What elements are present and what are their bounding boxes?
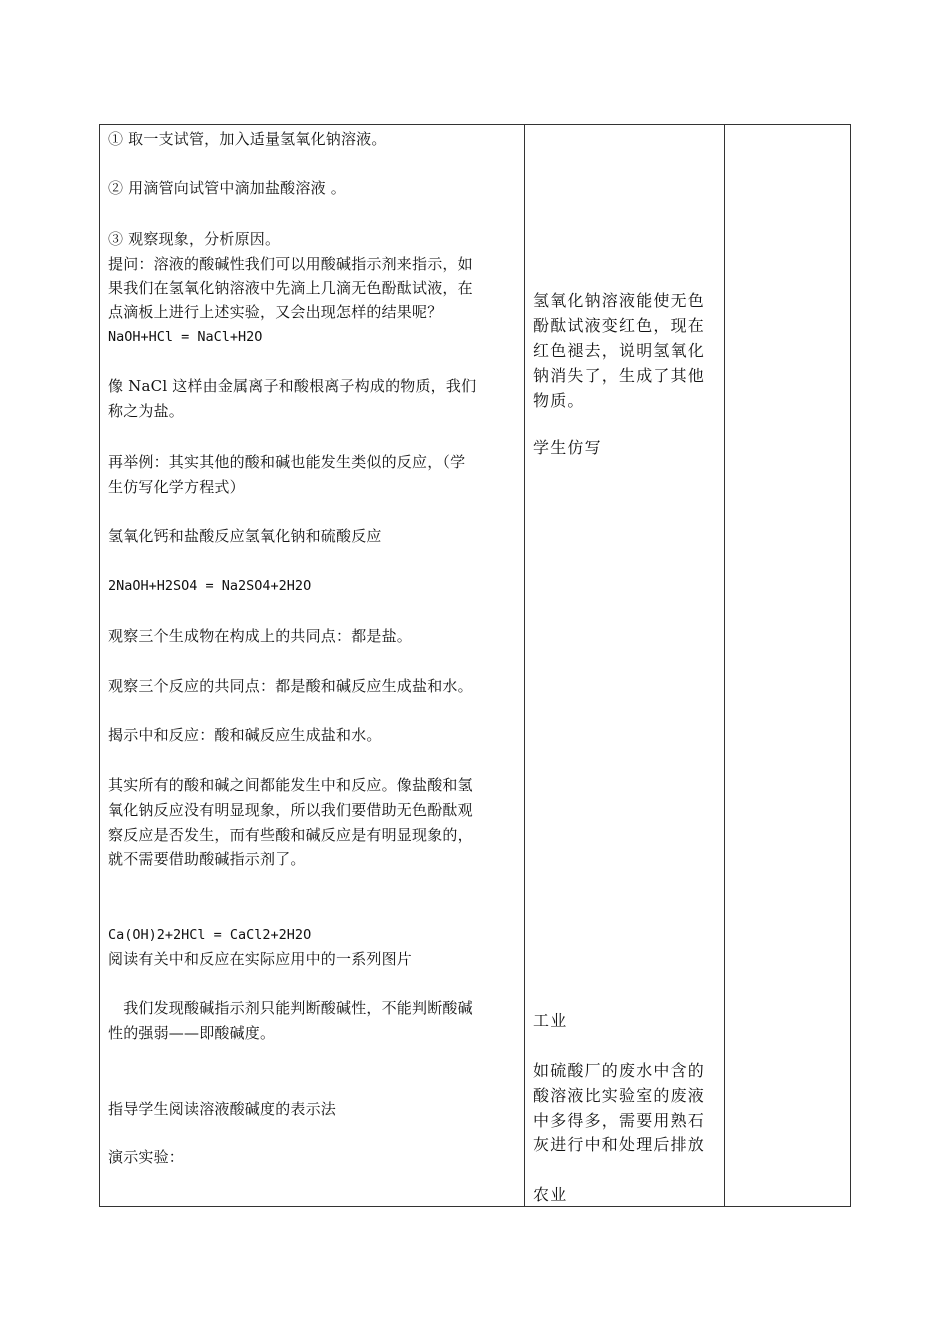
step-1: ① 取一支试管，加入适量氢氧化钠溶液。 xyxy=(108,130,387,148)
salt-definition-line: 称之为盐。 xyxy=(108,402,185,420)
equation-naoh-hcl: NaOH+HCl = NaCl+H2O xyxy=(108,329,263,345)
industry-note-line: 如硫酸厂的废水中含的 xyxy=(533,1061,706,1080)
industry-heading: 工业 xyxy=(533,1011,568,1030)
observation-products: 观察三个生成物在构成上的共同点：都是盐。 xyxy=(108,627,413,645)
naoh-note-line: 钠消失了，生成了其他 xyxy=(533,366,706,385)
observation-reactions: 观察三个反应的共同点：都是酸和碱反应生成盐和水。 xyxy=(108,677,473,695)
guide-reading: 指导学生阅读溶液酸碱度的表示法 xyxy=(108,1100,337,1118)
agriculture-heading: 农业 xyxy=(533,1185,568,1204)
neutralization-definition: 揭示中和反应：酸和碱反应生成盐和水。 xyxy=(108,726,382,744)
reactions-list: 氢氧化钙和盐酸反应氢氧化钠和硫酸反应 xyxy=(108,527,382,545)
column-divider-1 xyxy=(524,125,525,1206)
question-line: 果我们在氢氧化钠溶液中先滴上几滴无色酚酞试液，在 xyxy=(108,279,473,297)
explanation-line: 其实所有的酸和碱之间都能发生中和反应。像盐酸和氢 xyxy=(108,776,473,794)
reading-task: 阅读有关中和反应在实际应用中的一系列图片 xyxy=(108,950,413,968)
example-line: 再举例：其实其他的酸和碱也能发生类似的反应，（学 xyxy=(108,453,466,471)
naoh-note-line: 氢氧化钠溶液能使无色 xyxy=(533,291,706,310)
explanation-line: 察反应是否发生，而有些酸和碱反应是有明显现象的， xyxy=(108,826,473,844)
salt-definition-line: 像 NaCl 这样由金属离子和酸根离子构成的物质，我们 xyxy=(108,377,477,395)
explanation-line: 就不需要借助酸碱指示剂了。 xyxy=(108,850,306,868)
student-imitate: 学生仿写 xyxy=(533,438,602,457)
question-line: 提问：溶液的酸碱性我们可以用酸碱指示剂来指示，如 xyxy=(108,255,473,273)
naoh-note-line: 物质。 xyxy=(533,391,585,410)
step-2: ② 用滴管向试管中滴加盐酸溶液 。 xyxy=(108,179,346,197)
naoh-note-line: 红色褪去，说明氢氧化 xyxy=(533,341,706,360)
naoh-note-line: 酚酞试液变红色，现在 xyxy=(533,316,706,335)
step-3: ③ 观察现象，分析原因。 xyxy=(108,230,281,248)
explanation-line: 氧化钠反应没有明显现象，所以我们要借助无色酚酞观 xyxy=(108,801,473,819)
example-line: 生仿写化学方程式） xyxy=(108,478,245,496)
column-divider-2 xyxy=(724,125,725,1206)
demo-experiment: 演示实验： xyxy=(108,1148,185,1166)
indicator-note-line: 性的强弱——即酸碱度。 xyxy=(108,1024,276,1042)
industry-note-line: 灰进行中和处理后排放 xyxy=(533,1135,706,1154)
lesson-table xyxy=(99,124,851,1207)
indicator-note-line: 我们发现酸碱指示剂只能判断酸碱性，不能判断酸碱 xyxy=(108,999,473,1017)
equation-naoh-h2so4: 2NaOH+H2SO4 = Na2SO4+2H2O xyxy=(108,578,312,594)
industry-note-line: 酸溶液比实验室的废液 xyxy=(533,1086,706,1105)
question-line: 点滴板上进行上述实验，又会出现怎样的结果呢？ xyxy=(108,303,443,321)
industry-note-line: 中多得多，需要用熟石 xyxy=(533,1111,706,1130)
equation-caoh2-hcl: Ca(OH)2+2HCl = CaCl2+2H2O xyxy=(108,927,312,943)
